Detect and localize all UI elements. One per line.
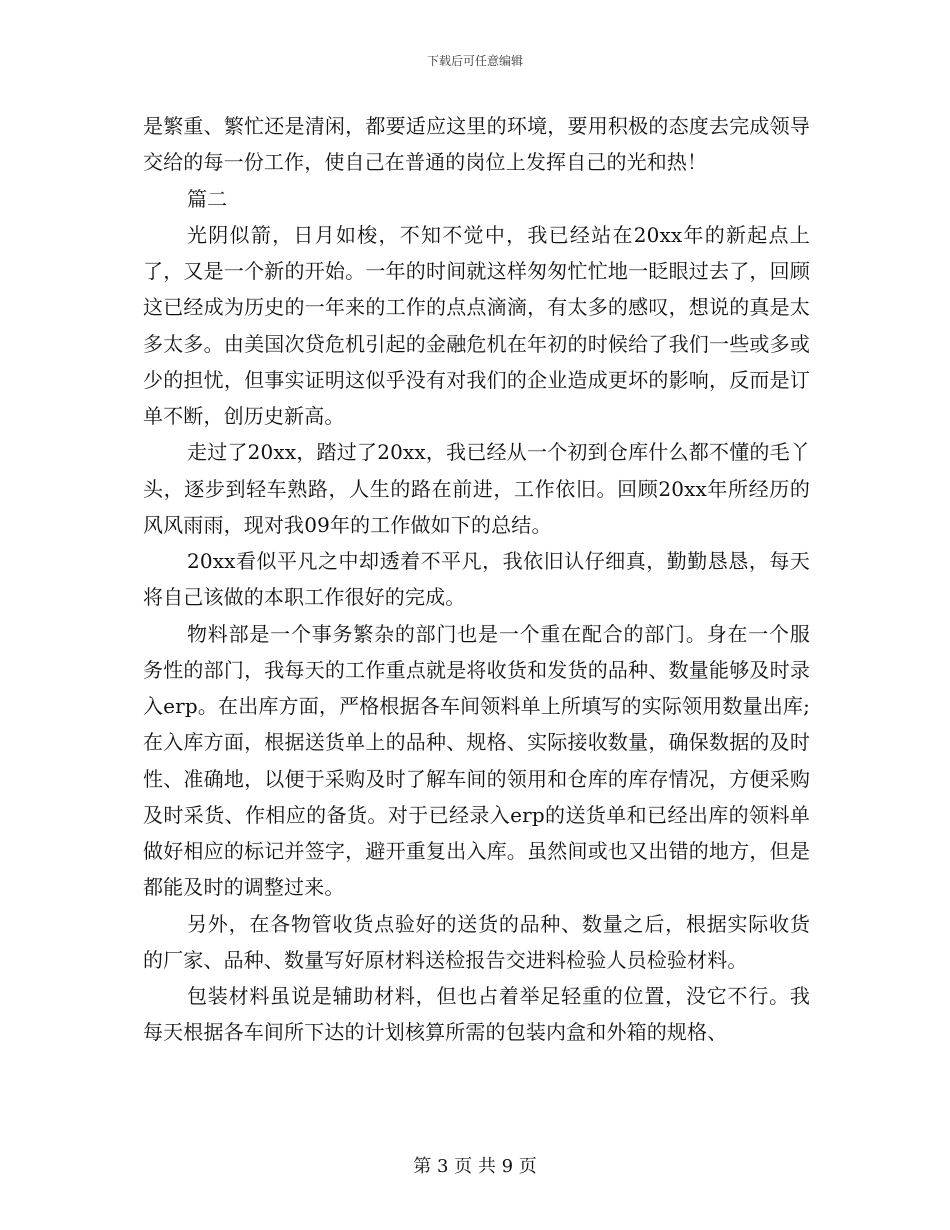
paragraph: 光阴似箭，日月如梭，不知不觉中，我已经站在20xx年的新起点上了，又是一个新的开始。一年的时间就这样匆匆忙忙地一眨眼过去了，回顾这已经成为历史的一年来的工作的点点滴滴，有太多的感叹，想说的真是太多太多。由美国次贷危机引起的金融危机在年初的时候给了我们一些或多或少的担忧，但事实证明这似乎没有对我们的企业造成更坏的影响，反而是订单不断，创历史新高。 — [143, 222, 810, 428]
document-body — [143, 108, 810, 1051]
paragraph: 包装材料虽说是辅助材料，但也占着举足轻重的位置，没它不行。我每天根据各车间所下达的计划核算所需的包装内盒和外箱的规格、 — [143, 984, 810, 1045]
page-number-footer: 第 3 页 共 9 页 — [413, 1156, 537, 1177]
paragraph: 20xx看似平凡之中却透着不平凡，我依旧认仔细真，勤勤恳恳，每天将自己该做的本职工作很好的完成。 — [143, 549, 810, 610]
section-heading: 篇二 — [187, 186, 228, 211]
paragraph: 走过了20xx，踏过了20xx，我已经从一个初到仓库什么都不懂的毛丫头，逐步到轻车熟路，人生的路在前进，工作依旧。回顾20xx年所经历的风风雨雨，现对我09年的工作做如下的总结。 — [143, 440, 810, 537]
page-header: 下载后可任意编辑 — [426, 54, 523, 68]
paragraph: 物料部是一个事务繁杂的部门也是一个重在配合的部门。身在一个服务性的部门，我每天的工作重点就是将收货和发货的品种、数量能够及时录入erp。在出库方面，严格根据各车间领料单上所填写的实际领用数量出库;在入库方面，根据送货单上的品种、规格、实际接收数量，确保数据的及时性、准确地，以便于采购及时了解车间的领用和仓库的库存情况，方便采购及时采货、作相应的备货。对于已经录入erp的送货单和已经出库的领料单做好相应的标记并签字，避开重复出入库。虽然间或也又出错的地方，但是都能及时的调整过来。 — [143, 621, 810, 900]
paragraph-continuation: 是繁重、繁忙还是清闲，都要适应这里的环境，要用积极的态度去完成领导交给的每一份工作，使自己在普通的岗位上发挥自己的光和热！ — [143, 114, 810, 175]
paragraph: 另外，在各物管收货点验好的送货的品种、数量之后，根据实际收货的厂家、品种、数量写好原材料送检报告交进料检验人员检验材料。 — [143, 911, 810, 972]
